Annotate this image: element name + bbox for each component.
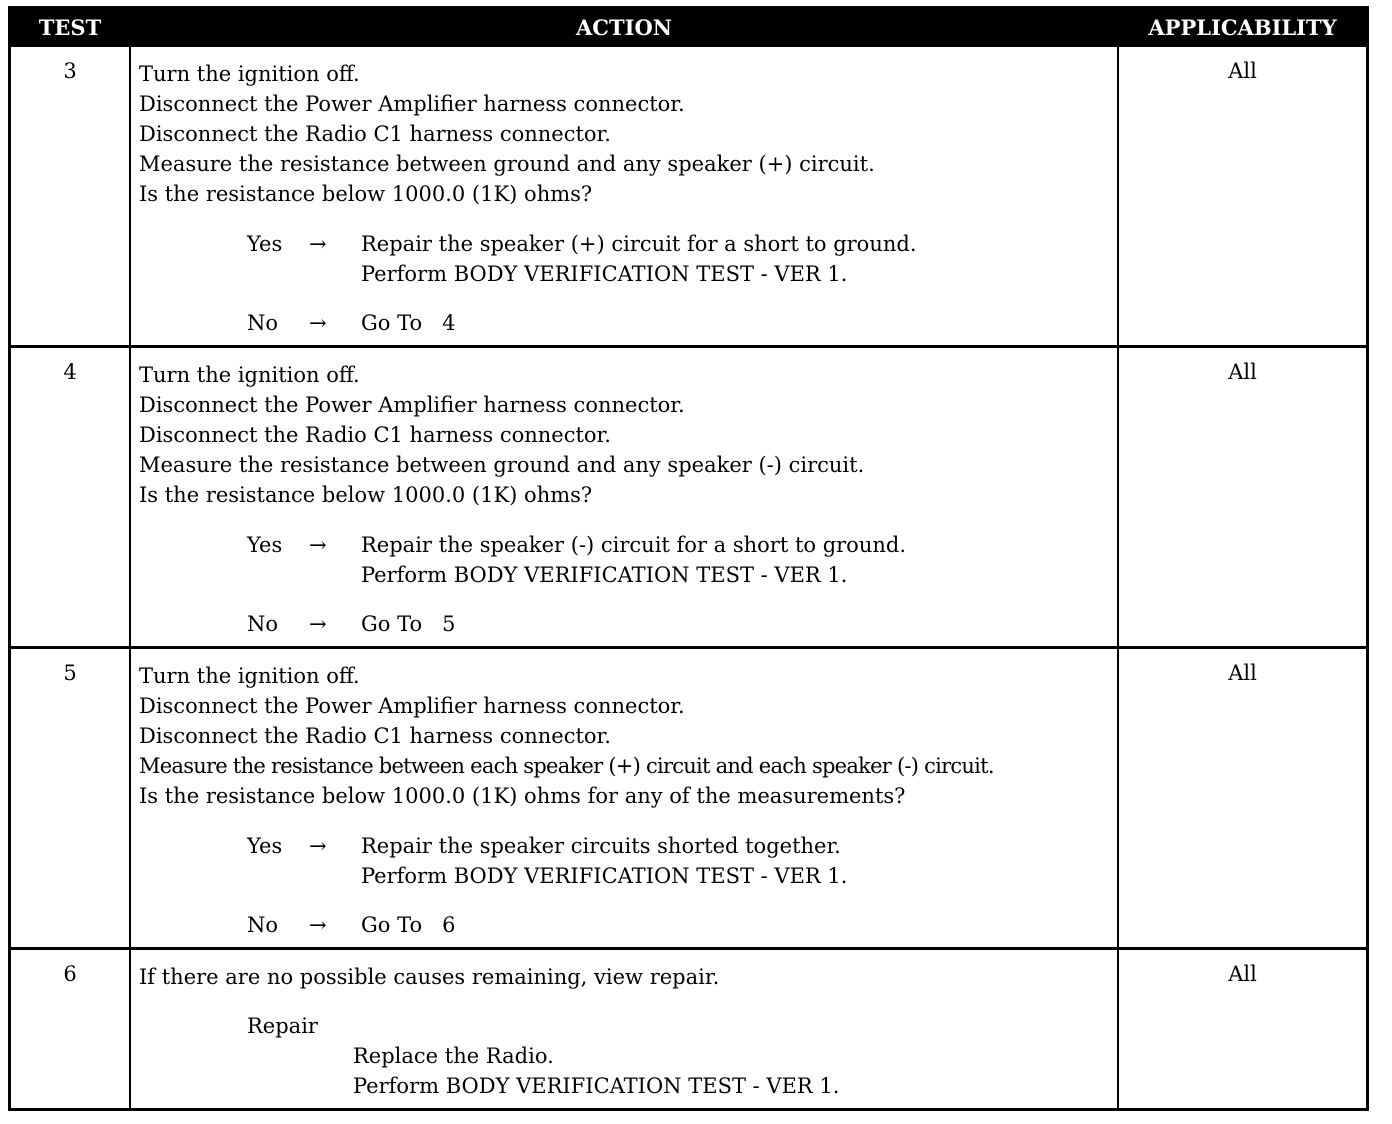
- yes-label: Yes: [247, 834, 283, 858]
- yes-action-line: Perform BODY VERIFICATION TEST - VER 1.: [361, 563, 848, 587]
- applicability-value: All: [1228, 962, 1257, 986]
- arrow-icon: →: [309, 612, 327, 636]
- repair-action-line: Replace the Radio.: [353, 1044, 554, 1068]
- table-header: [11, 9, 1366, 47]
- action-line: Disconnect the Power Amplifier harness connector.: [139, 92, 685, 116]
- arrow-icon: →: [309, 533, 327, 557]
- action-line: Turn the ignition off.: [139, 363, 360, 387]
- no-goto: Go To 4: [361, 311, 456, 335]
- no-goto: Go To 5: [361, 612, 456, 636]
- action-line: Turn the ignition off.: [139, 62, 360, 86]
- action-line: Measure the resistance between ground and any speaker (+) circuit.: [139, 152, 875, 176]
- action-line: Disconnect the Radio C1 harness connector.: [139, 724, 611, 748]
- yes-action: [361, 831, 847, 891]
- yes-action-line: Repair the speaker (-) circuit for a short to ground.: [361, 533, 906, 557]
- repair-label: Repair: [247, 1014, 318, 1038]
- action-line: Disconnect the Radio C1 harness connector.: [139, 122, 611, 146]
- yes-action: [361, 530, 906, 590]
- action-line: Is the resistance below 1000.0 (1K) ohms for any of the measurements?: [139, 784, 906, 808]
- yes-label: Yes: [247, 232, 283, 256]
- test-number: 5: [63, 661, 77, 685]
- action-line: If there are no possible causes remaining, view repair.: [139, 965, 720, 989]
- action-text: [139, 661, 1119, 811]
- arrow-icon: →: [309, 311, 327, 335]
- no-label: No: [247, 311, 279, 335]
- applicability-value: All: [1228, 360, 1257, 384]
- action-line: Turn the ignition off.: [139, 664, 360, 688]
- header-action: ACTION: [576, 15, 672, 40]
- yes-action-line: Repair the speaker circuits shorted together.: [361, 834, 841, 858]
- header-applicability: APPLICABILITY: [1148, 15, 1337, 40]
- action-text: [139, 59, 1119, 209]
- action-line: Is the resistance below 1000.0 (1K) ohms?: [139, 182, 593, 206]
- action-line: Disconnect the Radio C1 harness connector.: [139, 423, 611, 447]
- test-number: 4: [63, 360, 77, 384]
- action-line: Measure the resistance between ground and any speaker (-) circuit.: [139, 453, 865, 477]
- yes-action-line: Perform BODY VERIFICATION TEST - VER 1.: [361, 864, 848, 888]
- repair-action-line: Perform BODY VERIFICATION TEST - VER 1.: [353, 1074, 840, 1098]
- yes-action-line: Repair the speaker (+) circuit for a short to ground.: [361, 232, 917, 256]
- no-label: No: [247, 612, 279, 636]
- diagnostic-table: [8, 6, 1369, 1111]
- applicability-value: All: [1228, 59, 1257, 83]
- row-divider: [11, 646, 1366, 649]
- action-line: Disconnect the Power Amplifier harness connector.: [139, 393, 685, 417]
- column-divider: [129, 9, 131, 1108]
- arrow-icon: →: [309, 232, 327, 256]
- arrow-icon: →: [309, 913, 327, 937]
- test-number: 3: [63, 59, 77, 83]
- action-line: Measure the resistance between each speaker (+) circuit and each speaker (-) circuit.: [139, 754, 994, 778]
- action-line: Is the resistance below 1000.0 (1K) ohms?: [139, 483, 593, 507]
- no-goto: Go To 6: [361, 913, 456, 937]
- action-text: [139, 360, 1119, 510]
- repair-action: [353, 1041, 839, 1101]
- row-divider: [11, 345, 1366, 348]
- row-divider: [11, 947, 1366, 950]
- no-label: No: [247, 913, 279, 937]
- test-number: 6: [63, 962, 77, 986]
- action-text: [139, 962, 1119, 992]
- yes-label: Yes: [247, 533, 283, 557]
- arrow-icon: →: [309, 834, 327, 858]
- header-test: TEST: [38, 15, 102, 40]
- applicability-value: All: [1228, 661, 1257, 685]
- yes-action: [361, 229, 917, 289]
- action-line: Disconnect the Power Amplifier harness connector.: [139, 694, 685, 718]
- yes-action-line: Perform BODY VERIFICATION TEST - VER 1.: [361, 262, 848, 286]
